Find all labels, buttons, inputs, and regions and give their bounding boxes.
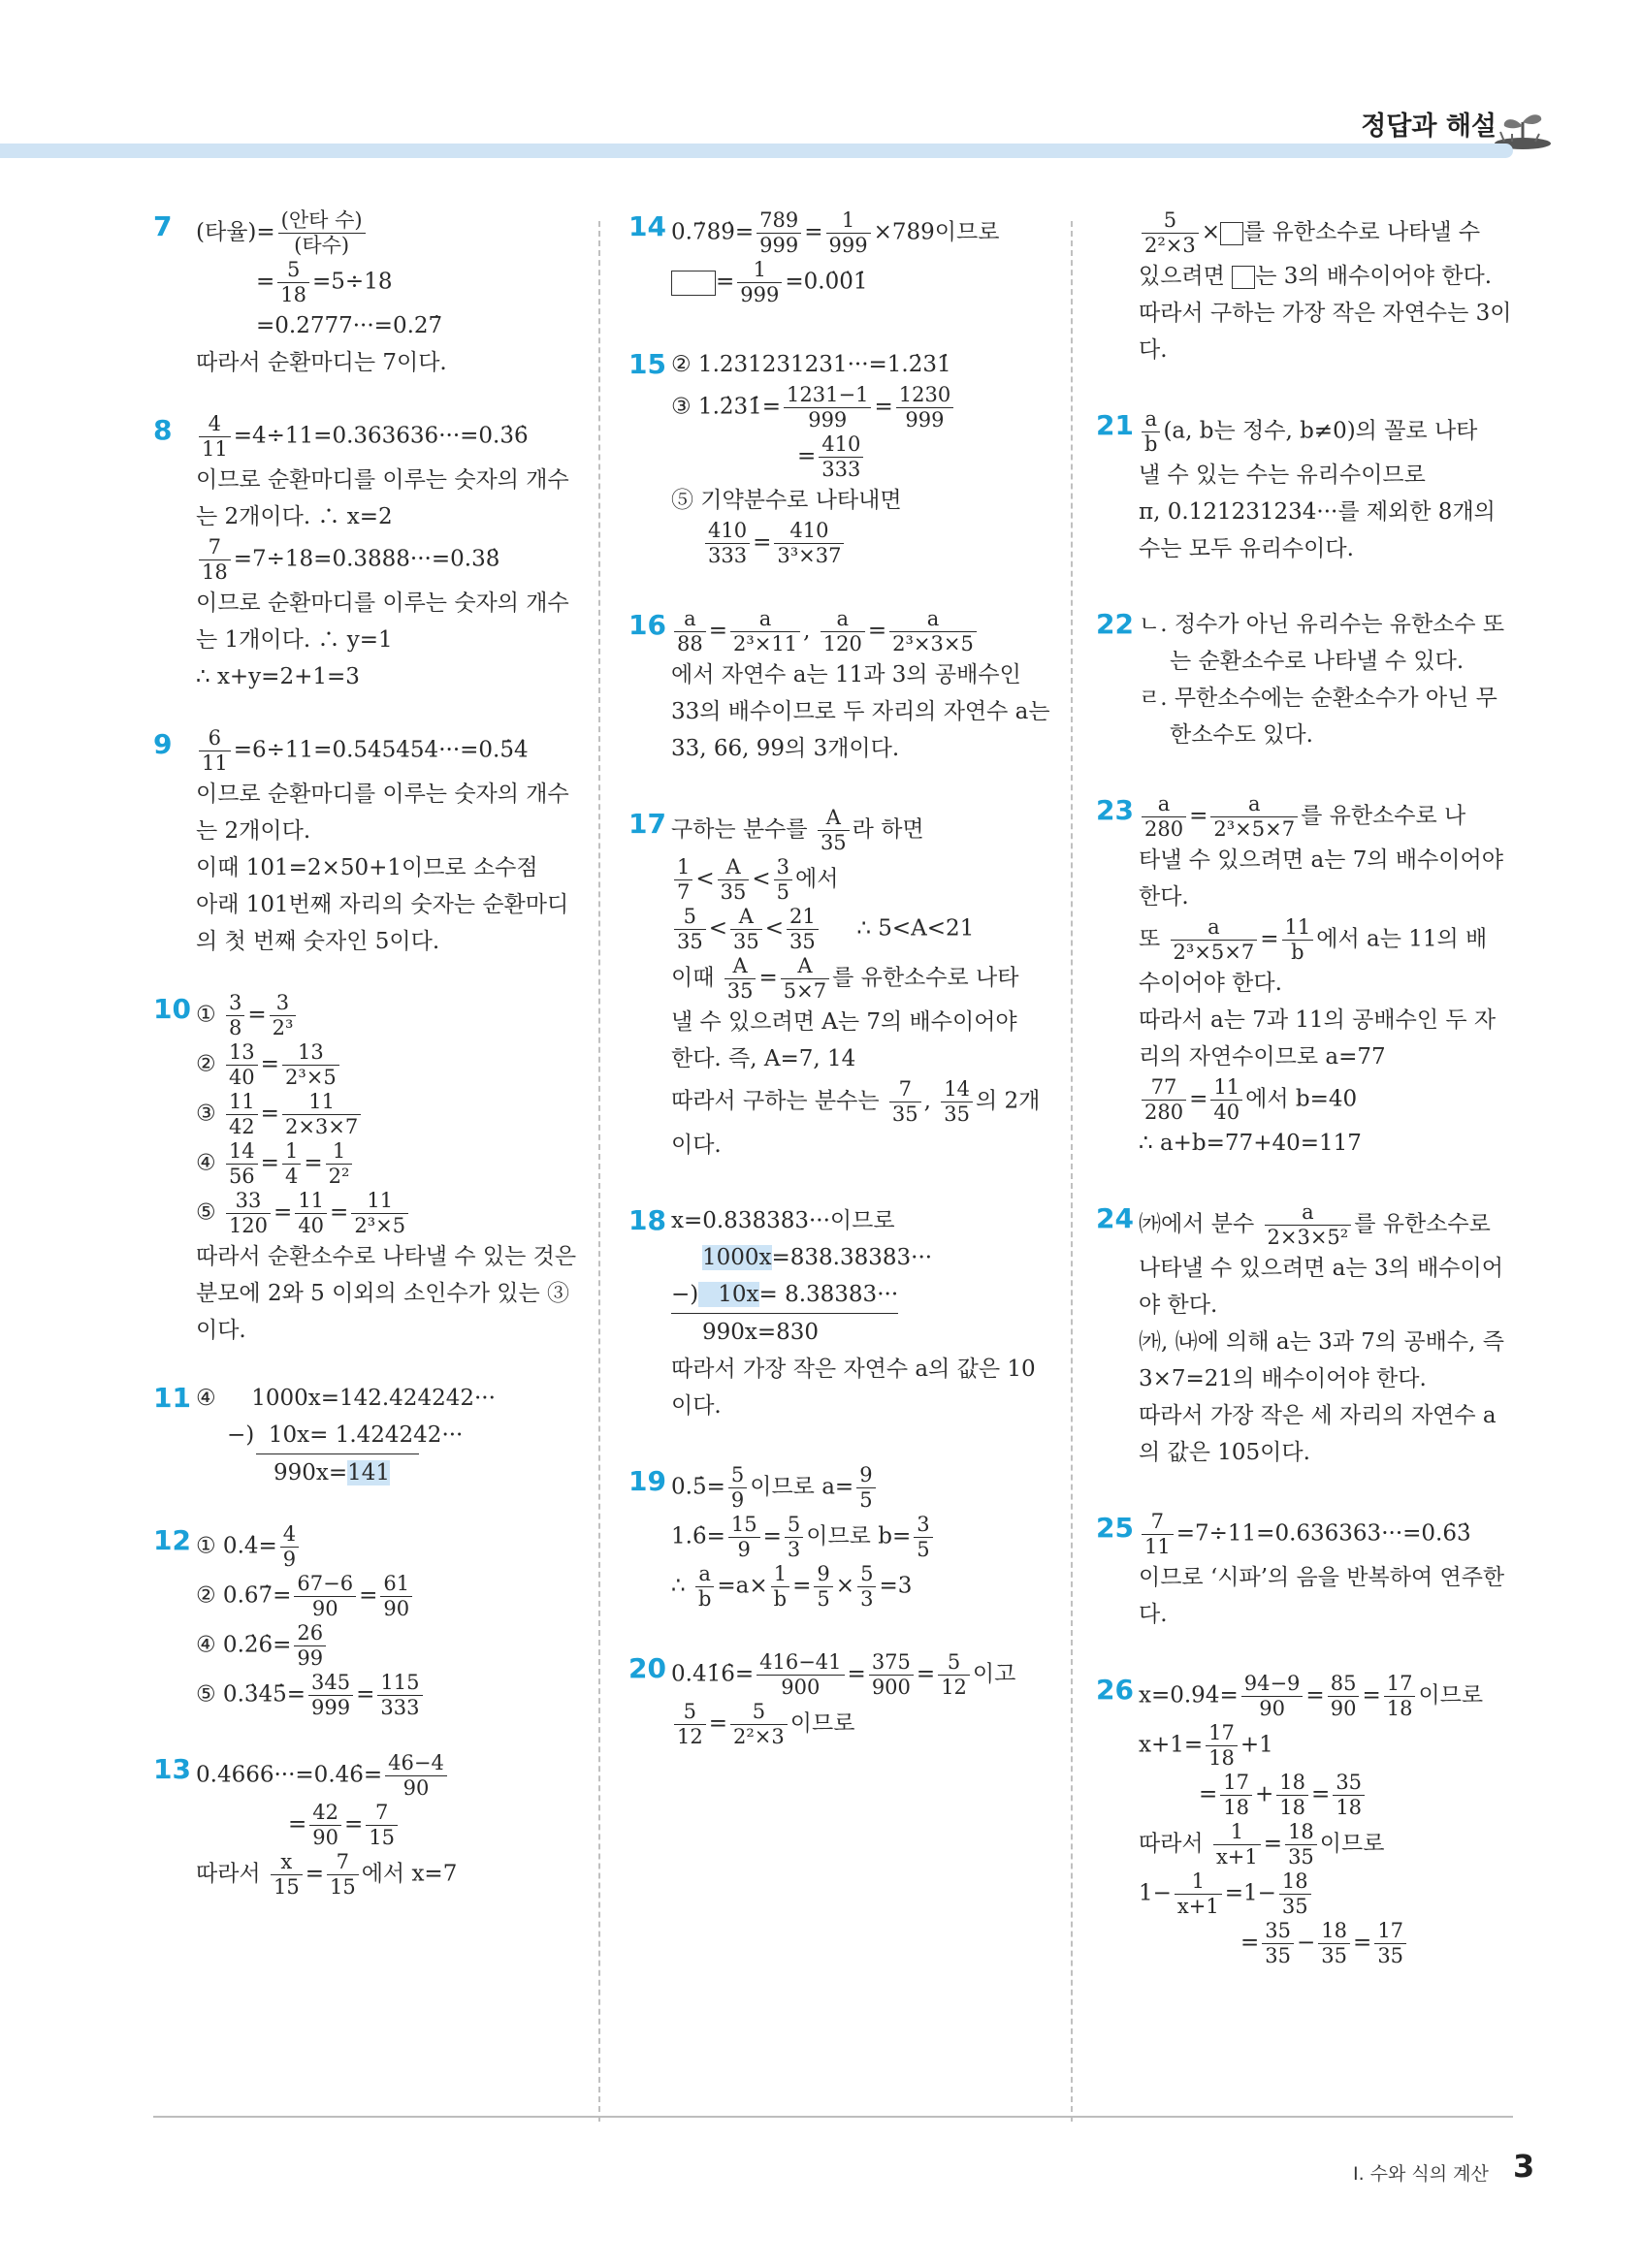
text: 는 2개이다.: [196, 818, 311, 844]
text: 낼 수 있으려면 A는 7의 배수이어야: [671, 1009, 1017, 1035]
text: 의 값은 105이다.: [1139, 1440, 1310, 1465]
problem-number: 23: [1096, 794, 1134, 826]
fraction: $\frac{416-41}{900}$: [757, 1650, 844, 1700]
solution-9: [153, 726, 580, 960]
text: 한소수도 있다.: [1170, 722, 1313, 748]
fraction: $\frac{410}{333}$: [705, 519, 750, 568]
text: 한다.: [1139, 884, 1189, 910]
problem-number: 15: [628, 348, 666, 380]
fraction: $\frac{5}{3}$: [857, 1562, 876, 1612]
fraction: $\frac{1231-1}{999}$: [784, 383, 871, 432]
fraction: $\frac{21}{35}$: [787, 905, 819, 954]
text: 분모에 2와 5 이외의 소인수가 있는 ③: [196, 1281, 569, 1306]
fraction: $\frac{a}{\text{2³×5×7}}$: [1171, 915, 1258, 965]
fraction: $\frac{11}{2\times 3\times 7}$: [282, 1090, 361, 1139]
problem-number: 25: [1096, 1512, 1134, 1544]
text: ∴ x+y=2+1=3: [196, 664, 360, 689]
fraction: $\frac{4}{11}$: [199, 412, 231, 462]
fraction: $\frac{67-6}{90}$: [294, 1572, 356, 1621]
fraction: $\frac{11}{40}$: [295, 1189, 327, 1238]
text: ∴ a+b=77+40=117: [1139, 1131, 1362, 1156]
text: 낼 수 있는 수는 유리수이므로: [1139, 463, 1426, 488]
fraction: $\frac{14}{35}$: [941, 1077, 973, 1127]
text: 이다.: [196, 1318, 246, 1343]
fraction: $\frac{A}{35}$: [818, 806, 850, 855]
text: 이므로 순환마디를 이루는 숫자의 개수: [196, 591, 569, 616]
fraction: $\frac{7}{35}$: [889, 1077, 921, 1127]
text: 따라서 순환소수로 나타낼 수 있는 것은: [196, 1244, 577, 1269]
problem-number: 14: [628, 210, 666, 242]
fraction: $\frac{789}{999}$: [757, 208, 801, 258]
text: 다.: [1139, 1602, 1168, 1627]
solution-22: [1096, 606, 1523, 753]
footer-section-label: Ⅰ. 수와 식의 계산: [1353, 2163, 1489, 2185]
solution-16: 16 $\frac{a}{88}$ = $\frac{a}{\text{2³×11}}$ , $\frac{a}{120}$ = $\frac{a}{\text{2³×3×5}}$ 에서 자연수 a는 11과 3의 공배수인 33의 배수이므로 두 자리의 자연수 a는 33, 66, 99의 3개이다.: [628, 607, 1055, 767]
text: =6÷11=0.545454···=0.5̇4̇: [233, 737, 529, 763]
fraction: $\frac{9}{5}$: [814, 1562, 832, 1612]
problem-number: 24: [1096, 1202, 1134, 1234]
fraction: $\frac{a}{b}$: [695, 1562, 714, 1612]
highlighted-term: 1000x: [702, 1245, 772, 1270]
text: ㄴ. 정수가 아닌 유리수는 유한소수 또: [1139, 612, 1505, 637]
fraction: $\frac{17}{18}$: [1220, 1771, 1252, 1820]
fraction: $\frac{35}{35}$: [1262, 1919, 1294, 1968]
solution-14: 14 0.7̇89̇= $\frac{789}{999}$ = $\frac{1}{999}$ ×789이므로 = $\frac{1}{999}$ =0.0̇0̇1̇: [628, 208, 1000, 306]
fraction: $\frac{5}{18}$: [277, 258, 309, 307]
text: 이때 101=2×50+1이므로 소수점: [196, 855, 538, 880]
problem-number: 16: [628, 609, 666, 641]
page-header-title: 정답과 해설: [1361, 112, 1497, 142]
problem-number: 18: [628, 1204, 666, 1236]
fraction: $\frac{a}{\text{2³×11}}$: [730, 607, 800, 656]
text: 리의 자연수이므로 a=77: [1139, 1044, 1386, 1070]
fraction: $\frac{a}{120}$: [821, 607, 865, 656]
text: ㈎, ㈏에 의해 a는 3과 7의 공배수, 즉: [1139, 1329, 1504, 1355]
fraction: $\frac{1}{\text{2²}}$: [326, 1139, 353, 1189]
answer-column-1: [153, 208, 580, 1931]
highlighted-result: 141: [347, 1460, 391, 1485]
solution-18: 18 x=0.838383···이므로 1000x=838.38383··· −) 10x= 8.38383··· 990x=830 따라서 가장 작은 자연수 a의 값은 10 이다.: [628, 1202, 1055, 1424]
text: 는 1개이다. ∴ y=1: [196, 627, 393, 653]
text: 나타낼 수 있으려면 a는 3의 배수이어: [1139, 1256, 1503, 1281]
fraction: $\frac{a}{280}$: [1142, 792, 1186, 842]
fraction: $\frac{46-4}{90}$: [385, 1751, 447, 1801]
fraction: $\frac{A}{35}$: [730, 905, 762, 954]
fraction: $\frac{1}{x+1}$: [1213, 1820, 1261, 1869]
text: 1000x=142.424242···: [251, 1386, 496, 1411]
header-band: [0, 144, 1513, 158]
text: 이다.: [671, 1133, 722, 1158]
answer-column-2: [628, 208, 1055, 1780]
fraction: $\frac{11}{\text{2³×5}}$: [351, 1189, 408, 1238]
fraction: $\frac{77}{280}$: [1142, 1075, 1186, 1125]
text: ㄹ. 무한소수에는 순환소수가 아닌 무: [1139, 686, 1497, 711]
fraction: $\frac{18}{35}$: [1279, 1869, 1311, 1919]
text: 990x=830: [702, 1320, 820, 1345]
fraction: $\frac{18}{35}$: [1285, 1820, 1317, 1869]
fraction: $\frac{7}{15}$: [327, 1850, 359, 1900]
column-divider: [1071, 221, 1073, 2122]
problem-number: 22: [1096, 608, 1134, 640]
fraction: $\frac{11}{40}$: [1210, 1075, 1242, 1125]
fraction: $\frac{A}{35}$: [724, 954, 757, 1004]
text: 따라서 가장 작은 세 자리의 자연수 a: [1139, 1403, 1497, 1428]
fraction: $\frac{7}{18}$: [199, 535, 231, 585]
fraction: $\frac{14}{56}$: [226, 1139, 258, 1189]
blank-box: [1220, 222, 1243, 245]
text: 3×7=21의 배수이어야 한다.: [1139, 1366, 1427, 1391]
fraction: $\frac{17}{35}$: [1374, 1919, 1406, 1968]
fraction: $\frac{a}{\text{2³×3×5}}$: [889, 607, 977, 656]
fraction: $\frac{13}{40}$: [226, 1040, 258, 1090]
fraction: $\frac{26}{99}$: [294, 1621, 326, 1671]
problem-number: 11: [153, 1382, 191, 1414]
fraction: $\frac{42}{90}$: [309, 1801, 341, 1850]
fraction: $\frac{a}{\text{2×3×5²}}$: [1265, 1200, 1352, 1250]
solution-15: 15 ② 1.231231231···=1.2̇31̇ ③ 1.2̇31̇= $\frac{1231-1}{999}$ = $\frac{1230}{999}$ = $\frac{410}{333}$ ⑤ 기약분수로 나타내면 $\frac{410}{333}$ = $\frac{410}{\text{3³×37}}$: [628, 346, 1055, 568]
fraction: $\frac{1}{999}$: [826, 208, 871, 258]
fraction: $\frac{1}{7}$: [674, 855, 692, 905]
fraction: $\frac{5}{3}$: [785, 1513, 803, 1562]
text: =4÷11=0.363636···=0.3̇6̇: [233, 423, 529, 449]
fraction: $\frac{5}{35}$: [674, 905, 706, 954]
solution-24: 24 ㈎에서 분수 $\frac{a}{\text{2×3×5²}}$ 를 유한소수로 나타낼 수 있으려면 a는 3의 배수이어 야 한다. ㈎, ㈏에 의해 a는 3과 7의 공배수, 즉 3×7=21의 배수이어야 한다. 따라서 가장 작은 세 자리의 자연수 a 의 값은 105이다.: [1096, 1200, 1523, 1471]
solution-8: [153, 412, 580, 695]
text: 다.: [1139, 337, 1168, 363]
fraction: $\frac{410}{\text{3³×37}}$: [774, 519, 844, 568]
text: 10x= 1.424242···: [268, 1422, 464, 1448]
fraction: $\frac{9}{5}$: [856, 1463, 875, 1513]
solution-20: 20 0.41̇6̇= $\frac{416-41}{900}$ = $\frac{375}{900}$ = $\frac{5}{12}$ 이고 $\frac{5}{12}$ = $\frac{5}{\text{2²×3}}$ 이므로: [628, 1650, 1016, 1748]
solution-20-continued: $\frac{5}{\text{2²×3}}$ × 를 유한소수로 나타낼 수 있으려면 는 3의 배수이어야 한다. 따라서 구하는 가장 작은 자연수는 3이 다.: [1096, 208, 1523, 368]
footer-rule: [153, 2116, 1513, 2118]
text: 타낼 수 있으려면 a는 7의 배수이어야: [1139, 847, 1503, 873]
text: 야 한다.: [1139, 1293, 1218, 1318]
problem-number: 13: [153, 1753, 191, 1785]
fraction: $\frac{7}{11}$: [1142, 1510, 1174, 1559]
answer-column-3: [1096, 208, 1523, 1999]
fraction: $\frac{13}{\text{2³×5}}$: [282, 1040, 339, 1090]
fraction: $\frac{3}{5}$: [774, 855, 792, 905]
fraction: $\frac{5}{12}$: [938, 1650, 970, 1700]
fraction: $\frac{a}{b}$: [1142, 407, 1160, 457]
fraction: $\frac{17}{18}$: [1384, 1672, 1416, 1721]
solution-17: 17 구하는 분수를 $\frac{A}{35}$ 라 하면 $\frac{1}{7}$ < $\frac{A}{35}$ < $\frac{3}{5}$ 에서 $\frac{5}{35}$ < $\frac{A}{35}$ < $\frac{21}{35}$ ∴ 5<A<21 이때 $\frac{A}{35}$ = $\frac{A}{5\times 7}$ 를 유한소수로 나타 낼 수 있으려면 A는 7의 배수이어야 한다. 즉, A=7, 14 따라서 구하는 분수는 $\frac{7}{35}$ , $\frac{14}{35}$ 의 2개 이다.: [628, 806, 1055, 1164]
fraction: $\frac{11}{b}$: [1282, 915, 1314, 965]
problem-number: 20: [628, 1652, 666, 1684]
text: 따라서 순환마디는 7이다.: [196, 350, 447, 375]
text: =5÷18: [312, 269, 393, 295]
fraction: $\frac{1}{x+1}$: [1175, 1869, 1222, 1919]
fraction: $\frac{11}{42}$: [226, 1090, 258, 1139]
fraction: $\frac{375}{900}$: [869, 1650, 914, 1700]
solution-11: 11 ④ 1000x=142.424242··· −) 10x= 1.424242··· 990x=141: [153, 1380, 580, 1491]
text: =0.2777···=0.27̇: [256, 313, 443, 338]
solution-13: 13 0.4666···=0.46̇= $\frac{46-4}{90}$ = $\frac{42}{90}$ = $\frac{7}{15}$ 따라서 $\frac{x}{15}$ = $\frac{7}{15}$ 에서 x=7: [153, 1751, 458, 1899]
fraction: $\frac{A}{5\times 7}$: [781, 954, 829, 1004]
column-divider: [598, 221, 600, 2122]
fraction: $\frac{17}{18}$: [1206, 1721, 1238, 1771]
text: (타율)=: [196, 219, 275, 245]
text: 이다.: [671, 1393, 722, 1419]
solution-7: [153, 208, 580, 381]
text: 수는 모두 유리수이다.: [1139, 536, 1354, 561]
problem-number: 12: [153, 1524, 191, 1556]
text: 아래 101번째 자리의 숫자는 순환마디: [196, 892, 569, 917]
fraction: $\frac{35}{18}$: [1333, 1771, 1365, 1820]
fraction: $\frac{\text{(안타 수)}}{\text{(타수)}}$: [278, 208, 366, 258]
fraction: $\frac{5}{\text{2²×3}}$: [1142, 208, 1199, 258]
solution-21: 21 $\frac{a}{b}$ (a, b는 정수, b≠0)의 꼴로 나타 낼 수 있는 수는 유리수이므로 π, 0.121231234···를 제외한 8개의 수는 모두 유리수이다.: [1096, 407, 1523, 567]
text: 따라서 a는 7과 11의 공배수인 두 자: [1139, 1007, 1497, 1033]
fraction: $\frac{a}{\text{2³×5×7}}$: [1210, 792, 1298, 842]
problem-number: 8: [153, 414, 173, 446]
fraction: $\frac{3}{\text{2³}}$: [270, 991, 297, 1040]
problem-number: 19: [628, 1465, 666, 1497]
text: 한다. 즉, A=7, 14: [671, 1046, 856, 1071]
fraction: $\frac{94-9}{90}$: [1241, 1672, 1304, 1721]
text: 33, 66, 99의 3개이다.: [671, 736, 900, 761]
text: 는 순환소수로 나타낼 수 있다.: [1170, 649, 1465, 674]
problem-number: 7: [153, 210, 173, 242]
text: 33의 배수이므로 두 자리의 자연수 a는: [671, 699, 1050, 724]
fraction: $\frac{a}{88}$: [674, 607, 706, 656]
fraction: $\frac{61}{90}$: [380, 1572, 412, 1621]
text: 이므로 순환마디를 이루는 숫자의 개수: [196, 467, 569, 493]
problem-number: 17: [628, 808, 666, 840]
solution-19: 19 0.5̇= $\frac{5}{9}$ 이므로 a= $\frac{9}{5}$ 1.6̇= $\frac{15}{9}$ = $\frac{5}{3}$ 이므로 b= $\frac{3}{5}$ ∴ $\frac{a}{b}$ =a× $\frac{1}{b}$ = $\frac{9}{5}$ × $\frac{5}{3}$ =3: [628, 1463, 1055, 1612]
solution-12: 12 ① 0.4̇= $\frac{4}{9}$ ② 0.67̇= $\frac{67-6}{90}$ = $\frac{61}{90}$ ④ 0.2̇6̇= $\frac{26}{99}$ ⑤ 0.3̇45̇= $\frac{345}{999}$ = $\frac{115}{333}$: [153, 1522, 580, 1720]
fraction: $\frac{6}{11}$: [199, 726, 231, 776]
text: 따라서 구하는 가장 작은 자연수는 3이: [1139, 301, 1512, 326]
text: x=0.838383···이므로: [671, 1208, 895, 1233]
text: =7÷18=0.3888···=0.38̇: [233, 546, 500, 572]
fraction: $\frac{33}{120}$: [226, 1189, 271, 1238]
text: π, 0.121231234···를 제외한 8개의: [1139, 499, 1496, 525]
text: 이므로 순환마디를 이루는 숫자의 개수: [196, 782, 569, 807]
fraction: $\frac{15}{9}$: [728, 1513, 760, 1562]
solution-10: 10 ① $\frac{3}{8}$ = $\frac{3}{\text{2³}}$ ② $\frac{13}{40}$ = $\frac{13}{\text{2³×5}}$ ③ $\frac{11}{42}$ = $\frac{11}{2\times 3\times 7}$ ④ $\frac{14}{56}$ = $\frac{1}{4}$ = $\frac{1}{\text{2²}}$ ⑤ $\frac{33}{120}$ = $\frac{11}{40}$ = $\frac{11}{\text{2³×5}}$ 따라서 순환소수로 나타낼 수 있는 것은 분모에 2와 5 이외의 소인수가 있는 ③ 이다.: [153, 991, 580, 1349]
fraction: $\frac{1230}{999}$: [896, 383, 953, 432]
highlighted-term: 10x: [698, 1282, 758, 1307]
fraction: $\frac{5}{\text{2²×3}}$: [730, 1700, 788, 1749]
blank-box: [1232, 266, 1255, 289]
fraction: $\frac{3}{8}$: [226, 991, 244, 1040]
fraction: $\frac{5}{9}$: [728, 1463, 747, 1513]
page-number: 3: [1513, 2148, 1535, 2185]
text: 따라서 가장 작은 자연수 a의 값은 10: [671, 1357, 1036, 1382]
blank-box: [671, 271, 716, 296]
fraction: $\frac{A}{35}$: [718, 855, 750, 905]
text: =: [256, 269, 275, 295]
fraction: $\frac{410}{333}$: [819, 432, 863, 482]
text: 수이어야 한다.: [1139, 971, 1282, 996]
text: 는 2개이다. ∴ x=2: [196, 504, 393, 529]
fraction: $\frac{3}{5}$: [914, 1513, 932, 1562]
problem-number: 21: [1096, 409, 1134, 441]
fraction: $\frac{1}{4}$: [282, 1139, 301, 1189]
text: ② 1.231231231···=1.2̇31̇: [671, 352, 951, 377]
text: 의 첫 번째 숫자인 5이다.: [196, 929, 440, 954]
solution-26: 26 x=0.94̇= $\frac{94-9}{90}$ = $\frac{85}{90}$ = $\frac{17}{18}$ 이므로 x+1= $\frac{17}{18}$ +1 = $\frac{17}{18}$ + $\frac{18}{18}$ = $\frac{35}{18}$ 따라서 $\frac{1}{x+1}$ = $\frac{18}{35}$ 이므로 1− $\frac{1}{x+1}$ =1− $\frac{18}{35}$ = $\frac{35}{35}$ − $\frac{18}{35}$ = $\frac{17}{35}$: [1096, 1672, 1484, 1967]
fraction: $\frac{4}{9}$: [280, 1522, 299, 1572]
solution-25: 25 $\frac{7}{11}$ =7÷11=0.636363···=0.6̇3̇ 이므로 ‘시파’의 음을 반복하여 연주한 다.: [1096, 1510, 1523, 1633]
problem-number: 10: [153, 993, 191, 1025]
fraction: $\frac{345}{999}$: [308, 1671, 353, 1720]
fraction: $\frac{18}{35}$: [1318, 1919, 1350, 1968]
text: 이므로 ‘시파’의 음을 반복하여 연주한: [1139, 1565, 1505, 1590]
text: ⑤ 기약분수로 나타내면: [671, 488, 902, 513]
fraction: $\frac{1}{b}$: [771, 1562, 789, 1612]
solution-23: 23 $\frac{a}{280}$ = $\frac{a}{\text{2³×5×7}}$ 를 유한소수로 나 타낼 수 있으려면 a는 7의 배수이어야 한다. 또 $\frac{a}{\text{2³×5×7}}$ = $\frac{11}{b}$ 에서 a는 11의 배 수이어야 한다. 따라서 a는 7과 11의 공배수인 두 자 리의 자연수이므로 a=77 $\frac{77}{280}$ = $\frac{11}{40}$ 에서 b=40 ∴ a+b=77+40=117: [1096, 792, 1523, 1162]
fraction: $\frac{x}{15}$: [271, 1850, 303, 1900]
problem-number: 26: [1096, 1674, 1134, 1706]
fraction: $\frac{1}{999}$: [737, 258, 782, 307]
fraction: $\frac{5}{12}$: [674, 1700, 706, 1749]
fraction: $\frac{18}{18}$: [1276, 1771, 1308, 1820]
fraction: $\frac{7}{15}$: [366, 1801, 398, 1850]
text: 에서 자연수 a는 11과 3의 공배수인: [671, 662, 1021, 687]
fraction: $\frac{115}{333}$: [377, 1671, 422, 1720]
fraction: $\frac{85}{90}$: [1328, 1672, 1360, 1721]
problem-number: 9: [153, 728, 173, 760]
